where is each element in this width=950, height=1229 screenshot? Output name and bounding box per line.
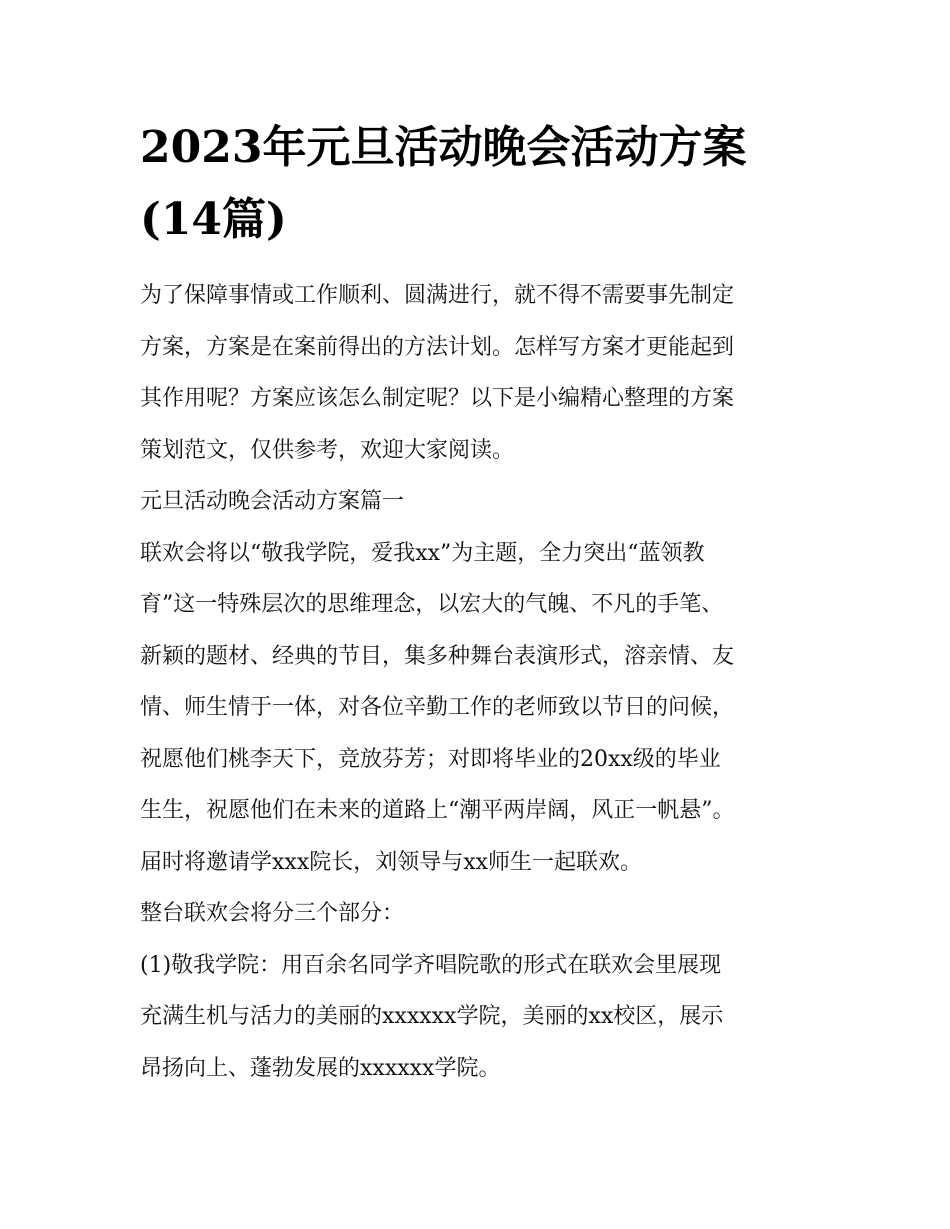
document-content (140, 112, 815, 1094)
title-line-1: 2023年元旦活动晚会活动方案 (140, 122, 747, 173)
text-line: 育”这一特殊层次的思维理念，以宏大的气魄、不凡的手笔、 (140, 592, 724, 617)
text-line: 情、师生情于一体，对各位辛勤工作的老师致以节日的问候， (140, 695, 735, 720)
text-line: 整台联欢会将分三个部分： (140, 901, 405, 926)
text-line: 届时将邀请学xxx院长，刘领导与xx师生一起联欢。 (140, 849, 643, 875)
text-line: 其作用呢？方案应该怎么制定呢？以下是小编精心整理的方案 (140, 386, 735, 411)
text-line: 祝愿他们桃李天下，竞放芬芳；对即将毕业的20xx级的毕业 (140, 746, 721, 772)
text-line: (1)敬我学院：用百余名同学齐唱院歌的形式在联欢会里展现 (140, 952, 722, 978)
section-heading: 元旦活动晚会活动方案篇一 (140, 489, 405, 514)
document-body (140, 270, 815, 1094)
title-line-2: (14篇) (140, 194, 287, 245)
text-line: 生生，祝愿他们在未来的道路上“潮平两岸阔，风正一帆悬”。 (140, 798, 735, 823)
text-line: 策划范文，仅供参考，欢迎大家阅读。 (140, 437, 515, 463)
text-line: 充满生机与活力的美丽的xxxxxx学院，美丽的xx校区，展示 (140, 1004, 724, 1029)
text-line: 联欢会将以“敬我学院，爱我xx”为主题，全力突出“蓝领教 (140, 540, 705, 566)
text-line: 方案，方案是在案前得出的方法计划。怎样写方案才更能起到 (140, 334, 735, 360)
document-title (140, 112, 815, 256)
text-line: 为了保障事情或工作顺利、圆满进行，就不得不需要事先制定 (140, 283, 735, 308)
text-line: 昂扬向上、蓬勃发展的xxxxxx学院。 (140, 1055, 501, 1081)
text-line: 新颖的题材、经典的节目，集多种舞台表演形式，溶亲情、友 (140, 643, 735, 669)
